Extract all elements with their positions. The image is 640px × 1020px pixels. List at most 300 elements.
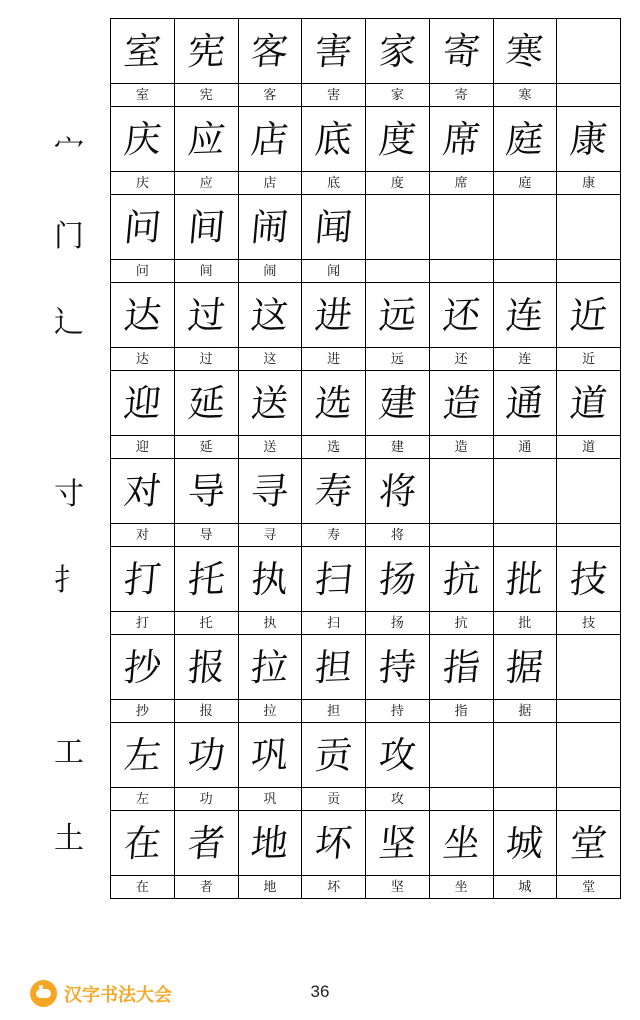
cursive-character: 进 [313,292,355,338]
cursive-character: 地 [249,820,291,866]
cursive-character: 技 [568,556,610,602]
cursive-character: 还 [440,292,482,338]
cursive-character: 寒 [504,28,546,74]
printed-character: 地 [263,880,277,895]
cursive-character-cell [429,635,493,700]
cursive-character: 扫 [313,556,355,602]
printed-character-cell [429,876,493,899]
cursive-character: 堂 [568,820,610,866]
printed-character: 店 [263,176,277,191]
table-row [111,260,621,283]
cursive-character: 这 [249,292,291,338]
cursive-character-cell [174,107,238,172]
cursive-character-cell [557,811,621,876]
cursive-character-cell [429,811,493,876]
printed-character: 近 [582,352,596,367]
cursive-character-cell [557,547,621,612]
printed-character: 指 [454,704,468,719]
printed-character: 扬 [390,616,404,631]
cursive-character: 对 [121,468,163,514]
cursive-character: 宪 [185,28,227,74]
printed-character-cell [493,84,557,107]
cursive-character-cell [366,19,430,84]
cursive-character-cell [302,547,366,612]
table-row [111,84,621,107]
cursive-character: 抗 [440,556,482,602]
cursive-character-cell [302,723,366,788]
cursive-character: 过 [185,292,227,338]
cursive-character: 底 [313,116,355,162]
cursive-character: 闹 [249,204,291,250]
printed-character: 室 [135,88,149,103]
cursive-character-cell [302,19,366,84]
printed-character-cell [366,348,430,371]
printed-character-cell [302,700,366,723]
page-footer [0,972,640,1020]
printed-character: 攻 [390,792,404,807]
empty-cell [557,700,621,723]
printed-character-cell [429,172,493,195]
cursive-character: 城 [504,820,546,866]
brand-label: 汉字书法大会 [64,984,172,1006]
cursive-character: 席 [440,116,482,162]
printed-character-cell [174,436,238,459]
empty-cell [493,195,557,260]
printed-character: 坚 [390,880,404,895]
printed-character: 家 [390,88,404,103]
printed-character-cell [238,700,302,723]
printed-character-cell [111,524,175,547]
printed-character-cell [557,436,621,459]
cursive-character: 店 [249,116,291,162]
cursive-character-cell [111,635,175,700]
printed-character-cell [174,348,238,371]
printed-character: 闻 [327,264,341,279]
cursive-character-cell [111,371,175,436]
cursive-character: 近 [568,292,610,338]
cursive-character-cell [238,19,302,84]
radical-label [28,362,110,448]
cursive-character-cell [429,371,493,436]
cursive-character-cell [366,547,430,612]
cursive-character-cell [238,283,302,348]
cursive-character: 通 [504,380,546,426]
cursive-character: 功 [185,732,227,778]
printed-character: 托 [199,616,213,631]
empty-cell [557,19,621,84]
printed-character-cell [174,172,238,195]
printed-character: 者 [199,880,213,895]
cursive-character: 室 [121,28,163,74]
table-row [111,172,621,195]
printed-character-cell [238,348,302,371]
cursive-character-cell [174,371,238,436]
printed-character-cell [174,612,238,635]
printed-character: 应 [199,176,213,191]
printed-character-cell [238,172,302,195]
cursive-character-cell [111,547,175,612]
cursive-character-cell [366,459,430,524]
cursive-character-cell [302,811,366,876]
printed-character: 技 [582,616,596,631]
printed-character: 将 [390,528,404,543]
printed-character: 选 [327,440,341,455]
empty-cell [557,459,621,524]
cursive-character: 达 [121,292,163,338]
printed-character: 还 [454,352,468,367]
cursive-character: 连 [504,292,546,338]
printed-character-cell [493,436,557,459]
cursive-character-cell [174,723,238,788]
printed-character-cell [238,612,302,635]
printed-character-cell [302,436,366,459]
cursive-character-cell [493,107,557,172]
cursive-character: 寄 [440,28,482,74]
cursive-character-cell [238,811,302,876]
cursive-character: 扬 [376,556,418,602]
cursive-character-cell [174,195,238,260]
cursive-character: 执 [249,556,291,602]
printed-character-cell [302,524,366,547]
empty-cell [493,723,557,788]
cursive-character-cell [493,811,557,876]
printed-character-cell [429,612,493,635]
printed-character: 达 [135,352,149,367]
empty-cell [366,260,430,283]
empty-cell [493,788,557,811]
printed-character: 寒 [518,88,532,103]
printed-character-cell [302,876,366,899]
printed-character: 抄 [135,704,149,719]
printed-character: 坏 [327,880,341,895]
cursive-character: 迎 [121,380,163,426]
cursive-character-cell [366,723,430,788]
printed-character: 问 [135,264,149,279]
cursive-character-cell [111,283,175,348]
printed-character: 左 [135,792,149,807]
printed-character-cell [366,876,430,899]
empty-cell [493,260,557,283]
cursive-character-cell [493,635,557,700]
radical-label: 土 [54,821,84,856]
cursive-character-cell [493,547,557,612]
radical-label: 寸 [54,477,84,512]
radical-label: 工 [54,735,84,770]
printed-character-cell [238,436,302,459]
printed-character: 城 [518,880,532,895]
printed-character-cell [111,876,175,899]
printed-character-cell [557,348,621,371]
printed-character-cell [238,84,302,107]
printed-character-cell [493,876,557,899]
printed-character-cell [493,348,557,371]
printed-character: 延 [199,440,213,455]
radical-label: 宀 [54,133,84,168]
cursive-character: 间 [185,204,227,250]
table-row [111,348,621,371]
printed-character: 席 [454,176,468,191]
table-row [111,459,621,524]
printed-character-cell [429,436,493,459]
printed-character-cell [174,876,238,899]
printed-character-cell [429,700,493,723]
printed-character: 庆 [135,176,149,191]
empty-cell [429,723,493,788]
cursive-character: 在 [121,820,163,866]
printed-character-cell [111,260,175,283]
printed-character-cell [111,348,175,371]
printed-character-cell [238,876,302,899]
printed-character-cell [302,84,366,107]
cursive-character-cell [493,371,557,436]
printed-character: 迎 [135,440,149,455]
cursive-character: 拉 [249,644,291,690]
empty-cell [493,459,557,524]
printed-character-cell [302,348,366,371]
printed-character-cell [174,788,238,811]
printed-character-cell [238,524,302,547]
table-row [111,788,621,811]
radical-column [28,18,110,970]
cursive-character: 建 [376,380,418,426]
empty-cell [493,524,557,547]
cursive-character: 选 [313,380,355,426]
printed-character: 执 [263,616,277,631]
radical-label [28,620,110,706]
radical-label: 门 [54,219,84,254]
cursive-character-cell [557,283,621,348]
printed-character: 据 [518,704,532,719]
cursive-character: 坐 [440,820,482,866]
cursive-character-cell [429,547,493,612]
empty-cell [557,524,621,547]
empty-cell [557,635,621,700]
table-row [111,107,621,172]
cursive-character-cell [238,459,302,524]
printed-character: 对 [135,528,149,543]
printed-character: 在 [135,880,149,895]
printed-character-cell [366,172,430,195]
printed-character-cell [366,84,430,107]
cursive-character-cell [557,371,621,436]
empty-cell [366,195,430,260]
printed-character: 度 [390,176,404,191]
empty-cell [429,195,493,260]
cursive-character: 问 [121,204,163,250]
printed-character-cell [111,700,175,723]
printed-character-cell [366,524,430,547]
printed-character: 抗 [454,616,468,631]
cursive-character-cell [174,283,238,348]
printed-character: 拉 [263,704,277,719]
empty-cell [557,788,621,811]
printed-character: 导 [199,528,213,543]
cursive-character: 远 [376,292,418,338]
empty-cell [557,260,621,283]
cursive-character-cell [366,283,430,348]
printed-character-cell [174,84,238,107]
cursive-character-cell [238,371,302,436]
cursive-character: 导 [185,468,227,514]
cursive-character: 送 [249,380,291,426]
cursive-character-cell [238,547,302,612]
cursive-character: 度 [376,116,418,162]
cursive-character-cell [174,635,238,700]
empty-cell [429,788,493,811]
printed-character-cell [493,612,557,635]
cursive-character: 据 [504,644,546,690]
table-row [111,371,621,436]
table-row [111,436,621,459]
cursive-character: 持 [376,644,418,690]
cursive-character-cell [493,283,557,348]
cursive-character: 将 [376,468,418,514]
cursive-character: 家 [376,28,418,74]
printed-character: 寿 [327,528,341,543]
cursive-character: 应 [185,116,227,162]
printed-character: 贡 [327,792,341,807]
printed-character: 康 [582,176,596,191]
printed-character-cell [174,524,238,547]
printed-character-cell [111,612,175,635]
cursive-character-cell [111,811,175,876]
cursive-character: 康 [568,116,610,162]
table-row [111,635,621,700]
empty-cell [557,84,621,107]
printed-character-cell [366,612,430,635]
cursive-character-cell [238,723,302,788]
cursive-character-cell [111,107,175,172]
cursive-character: 寻 [249,468,291,514]
table-row [111,19,621,84]
cursive-character-cell [111,459,175,524]
printed-character-cell [238,260,302,283]
empty-cell [429,459,493,524]
table-row [111,195,621,260]
printed-character-cell [366,700,430,723]
cursive-character-cell [366,107,430,172]
printed-character-cell [111,436,175,459]
cursive-character-cell [302,283,366,348]
cursive-character: 者 [185,820,227,866]
printed-character: 寄 [454,88,468,103]
printed-character: 功 [199,792,213,807]
printed-character: 远 [390,352,404,367]
cursive-character-cell [174,547,238,612]
cursive-character-cell [302,459,366,524]
cursive-character-cell [302,635,366,700]
cursive-character-cell [429,283,493,348]
printed-character: 进 [327,352,341,367]
printed-character: 造 [454,440,468,455]
cursive-character: 巩 [249,732,291,778]
cursive-character-cell [174,19,238,84]
character-grid-wrapper [110,18,612,899]
printed-character: 连 [518,352,532,367]
radical-label: 辶 [54,305,84,340]
cursive-character-cell [174,811,238,876]
printed-character: 害 [327,88,341,103]
printed-character: 底 [327,176,341,191]
cursive-character-cell [174,459,238,524]
table-row [111,876,621,899]
printed-character: 道 [582,440,596,455]
printed-character: 庭 [518,176,532,191]
printed-character: 持 [390,704,404,719]
printed-character-cell [302,788,366,811]
table-row [111,612,621,635]
printed-character-cell [366,436,430,459]
cursive-character: 抄 [121,644,163,690]
cursive-character: 坚 [376,820,418,866]
table-row [111,524,621,547]
table-row [111,811,621,876]
printed-character-cell [111,84,175,107]
cursive-character: 批 [504,556,546,602]
cursive-character-cell [111,723,175,788]
cursive-character-cell [429,19,493,84]
printed-character: 打 [135,616,149,631]
cursive-character-cell [302,107,366,172]
cursive-character-cell [111,195,175,260]
printed-character-cell [493,700,557,723]
cursive-character-cell [238,635,302,700]
radical-label [28,18,110,104]
character-grid [110,18,621,899]
character-grid-body [111,19,621,899]
empty-cell [557,723,621,788]
cursive-character-cell [366,811,430,876]
printed-character-cell [238,788,302,811]
cursive-character-cell [238,195,302,260]
cursive-character: 庭 [504,116,546,162]
printed-character-cell [557,172,621,195]
printed-character-cell [174,700,238,723]
cursive-character-cell [366,635,430,700]
cursive-character: 客 [249,28,291,74]
table-row [111,700,621,723]
printed-character: 客 [263,88,277,103]
cursive-character: 道 [568,380,610,426]
printed-character: 担 [327,704,341,719]
cursive-character-cell [429,107,493,172]
printed-character-cell [557,876,621,899]
printed-character: 堂 [582,880,596,895]
printed-character: 坐 [454,880,468,895]
printed-character-cell [366,788,430,811]
cursive-character: 担 [313,644,355,690]
printed-character-cell [111,172,175,195]
cursive-character: 庆 [121,116,163,162]
printed-character-cell [429,84,493,107]
cursive-character: 贡 [313,732,355,778]
cursive-character-cell [238,107,302,172]
printed-character-cell [429,348,493,371]
empty-cell [429,524,493,547]
empty-cell [557,195,621,260]
cursive-character: 攻 [376,732,418,778]
cursive-character: 报 [185,644,227,690]
cursive-character: 寿 [313,468,355,514]
printed-character: 报 [199,704,213,719]
table-row [111,283,621,348]
printed-character: 送 [263,440,277,455]
table-row [111,723,621,788]
printed-character-cell [174,260,238,283]
printed-character-cell [302,172,366,195]
cursive-character-cell [557,107,621,172]
cursive-character: 坏 [313,820,355,866]
